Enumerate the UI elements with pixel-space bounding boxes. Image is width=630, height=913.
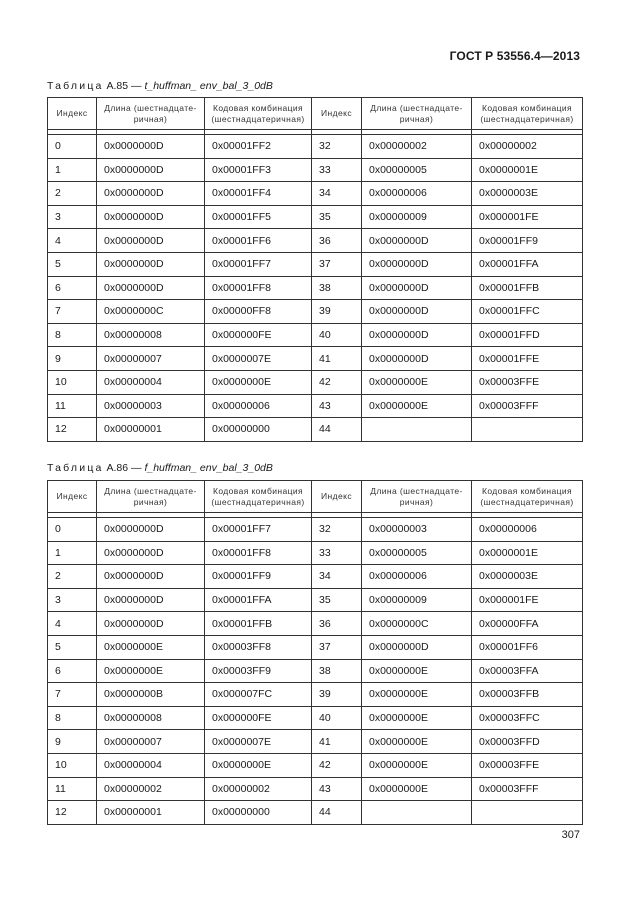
table-cell: 11 (48, 777, 97, 801)
table-cell: 0x00001FFB (472, 276, 583, 300)
table-cell: 0x00001FF6 (205, 229, 312, 253)
caption-prefix: Таблица (47, 80, 104, 92)
table-cell: 0x00001FF8 (205, 276, 312, 300)
table-cell: 0x00001FFA (205, 588, 312, 612)
table-cell (362, 801, 472, 825)
table-cell: 0x0000000D (97, 205, 205, 229)
table-cell: 0x00000003 (362, 518, 472, 542)
table-cell: 0x0000000D (97, 565, 205, 589)
table-header-row (48, 481, 583, 513)
table-row (48, 205, 583, 229)
table-cell: 0x0000000E (362, 394, 472, 418)
table-cell: 0x0000000D (362, 229, 472, 253)
table-cell: 0x0000000C (362, 612, 472, 636)
column-header: Кодовая комбинация (шестнадцатеричная) (472, 481, 583, 513)
table-cell: 34 (312, 565, 362, 589)
table-cell: 0x00001FF5 (205, 205, 312, 229)
table-cell: 0x00000002 (97, 777, 205, 801)
column-header: Кодовая комбинация (шестнадцатеричная) (205, 98, 312, 130)
caption-prefix: Таблица (47, 462, 104, 474)
table-row (48, 683, 583, 707)
table-row (48, 300, 583, 324)
table-cell: 0x00001FF9 (205, 565, 312, 589)
table-cell: 0x0000003E (472, 182, 583, 206)
table-cell: 0x00000005 (362, 158, 472, 182)
column-header: Индекс (48, 481, 97, 513)
table-cell: 36 (312, 229, 362, 253)
table-cell: 0x00000006 (362, 565, 472, 589)
table-cell: 33 (312, 541, 362, 565)
column-header: Индекс (312, 98, 362, 130)
table-row (48, 252, 583, 276)
document-standard-number: ГОСТ Р 53556.4—2013 (449, 49, 580, 63)
table-cell: 0x0000000D (362, 347, 472, 371)
table-cell: 0x0000001E (472, 541, 583, 565)
table-row (48, 323, 583, 347)
column-header: Кодовая комбинация (шестнадцатеричная) (205, 481, 312, 513)
table-cell: 0x00003FF8 (205, 635, 312, 659)
table-cell: 0x0000000E (362, 370, 472, 394)
table-row (48, 565, 583, 589)
table-cell: 0x0000000C (97, 300, 205, 324)
caption-number: А.85 — (106, 80, 142, 92)
table-cell: 12 (48, 418, 97, 442)
table-cell: 0x00000008 (97, 323, 205, 347)
table-cell: 38 (312, 659, 362, 683)
table-row (48, 730, 583, 754)
table-row (48, 370, 583, 394)
table-cell: 0x0000000E (97, 659, 205, 683)
table-cell: 44 (312, 801, 362, 825)
table-row (48, 518, 583, 542)
table-cell: 0x0000000D (362, 635, 472, 659)
table-cell: 6 (48, 276, 97, 300)
table-row (48, 706, 583, 730)
table-cell: 41 (312, 347, 362, 371)
table-cell: 0x00001FFC (472, 300, 583, 324)
table-cell: 0x00003FFE (472, 370, 583, 394)
table-cell: 0x00000007 (97, 347, 205, 371)
table-cell: 0x00000002 (205, 777, 312, 801)
table-cell: 0x0000000E (205, 370, 312, 394)
table-cell: 0x0000000D (97, 612, 205, 636)
table-cell: 0x00003FFC (472, 706, 583, 730)
column-header: Длина (шестнадцате-ричная) (97, 98, 205, 130)
table-cell: 0x00000006 (362, 182, 472, 206)
table-cell: 0x0000000E (362, 659, 472, 683)
table-cell: 0x0000000D (97, 182, 205, 206)
table-cell: 1 (48, 541, 97, 565)
table-cell: 43 (312, 394, 362, 418)
column-header: Длина (шестнадцате-ричная) (97, 481, 205, 513)
table-row (48, 418, 583, 442)
page-number: 307 (561, 829, 580, 841)
table-cell: 0x0000000E (362, 777, 472, 801)
table-cell: 44 (312, 418, 362, 442)
table-cell: 4 (48, 612, 97, 636)
table-cell: 7 (48, 683, 97, 707)
table-cell: 8 (48, 323, 97, 347)
table-cell (362, 418, 472, 442)
table-row (48, 541, 583, 565)
table-cell: 0x0000000E (362, 706, 472, 730)
table-row (48, 158, 583, 182)
table-cell: 0x0000001E (472, 158, 583, 182)
table-cell: 0x0000000E (97, 635, 205, 659)
table-row (48, 612, 583, 636)
column-header: Длина (шестнадцате-ричная) (362, 481, 472, 513)
table-cell: 0x0000000D (362, 276, 472, 300)
table-cell (472, 801, 583, 825)
table-cell: 0x00000009 (362, 205, 472, 229)
table-cell: 0x0000000B (97, 683, 205, 707)
table-cell: 12 (48, 801, 97, 825)
table-cell: 0x00001FF3 (205, 158, 312, 182)
table-cell: 0x00001FFD (472, 323, 583, 347)
table-cell (472, 418, 583, 442)
table-cell: 0x0000000D (97, 518, 205, 542)
table-cell: 2 (48, 182, 97, 206)
huffman-table (47, 97, 583, 442)
table-cell: 5 (48, 252, 97, 276)
table-cell: 0x00001FF8 (205, 541, 312, 565)
table-row (48, 394, 583, 418)
table-cell: 0x00001FFA (472, 252, 583, 276)
table-cell: 0x00000001 (97, 418, 205, 442)
table-cell: 0x0000000D (97, 276, 205, 300)
table-cell: 0x000000FE (205, 706, 312, 730)
table-cell: 42 (312, 753, 362, 777)
caption-number: А.86 — (106, 462, 142, 474)
table-cell: 0x0000000D (97, 541, 205, 565)
table-cell: 0x00001FF7 (205, 252, 312, 276)
table-cell: 4 (48, 229, 97, 253)
table-cell: 0x0000003E (472, 565, 583, 589)
table-cell: 0x0000000E (205, 753, 312, 777)
table-row (48, 801, 583, 825)
table-cell: 0x00000003 (97, 394, 205, 418)
table-cell: 35 (312, 588, 362, 612)
table-cell: 0x00000006 (472, 518, 583, 542)
table-cell: 0x00001FFB (205, 612, 312, 636)
table-cell: 35 (312, 205, 362, 229)
table-caption (47, 80, 273, 92)
table-cell: 0x00003FFB (472, 683, 583, 707)
table-cell: 39 (312, 300, 362, 324)
table-cell: 0x00000001 (97, 801, 205, 825)
table-cell: 32 (312, 135, 362, 159)
table-cell: 38 (312, 276, 362, 300)
table-header-row (48, 98, 583, 130)
table-cell: 5 (48, 635, 97, 659)
table-cell: 0x00003FFF (472, 394, 583, 418)
table-cell: 0x00000004 (97, 753, 205, 777)
table-cell: 0x00000FF8 (205, 300, 312, 324)
table-cell: 32 (312, 518, 362, 542)
table-cell: 0x0000000D (97, 135, 205, 159)
table-cell: 3 (48, 588, 97, 612)
table-cell: 0x00001FF6 (472, 635, 583, 659)
table-row (48, 347, 583, 371)
huffman-table (47, 480, 583, 825)
table-row (48, 229, 583, 253)
table-row (48, 588, 583, 612)
table-cell: 0x00000FFA (472, 612, 583, 636)
table-cell: 0x000000FE (205, 323, 312, 347)
table-row (48, 777, 583, 801)
table-cell: 0x00000000 (205, 801, 312, 825)
table-row (48, 135, 583, 159)
column-header: Индекс (312, 481, 362, 513)
table-cell: 40 (312, 706, 362, 730)
table-cell: 0x0000000D (362, 323, 472, 347)
table-cell: 37 (312, 252, 362, 276)
table-cell: 0x0000007E (205, 730, 312, 754)
table-cell: 10 (48, 370, 97, 394)
table-cell: 0x000001FE (472, 205, 583, 229)
table-cell: 37 (312, 635, 362, 659)
table-cell: 0x00001FF9 (472, 229, 583, 253)
table-cell: 0x00001FF2 (205, 135, 312, 159)
table-cell: 43 (312, 777, 362, 801)
table-cell: 0x00000002 (362, 135, 472, 159)
table-row (48, 659, 583, 683)
table-caption (47, 462, 273, 474)
table-cell: 2 (48, 565, 97, 589)
table-cell: 10 (48, 753, 97, 777)
table-cell: 9 (48, 347, 97, 371)
table-cell: 0x00003FFE (472, 753, 583, 777)
table-row (48, 276, 583, 300)
table-cell: 0 (48, 518, 97, 542)
table-cell: 9 (48, 730, 97, 754)
column-header: Длина (шестнадцате-ричная) (362, 98, 472, 130)
column-header: Индекс (48, 98, 97, 130)
table-cell: 3 (48, 205, 97, 229)
table-cell: 0 (48, 135, 97, 159)
table-row (48, 182, 583, 206)
table-cell: 0x0000000D (97, 229, 205, 253)
table-cell: 11 (48, 394, 97, 418)
table-cell: 39 (312, 683, 362, 707)
table-cell: 6 (48, 659, 97, 683)
table-cell: 0x00003FF9 (205, 659, 312, 683)
table-cell: 0x00000008 (97, 706, 205, 730)
caption-name: f_huffman_ env_bal_3_0dB (144, 462, 273, 474)
table-row (48, 635, 583, 659)
table-cell: 0x0000000D (97, 588, 205, 612)
table-cell: 0x00001FF7 (205, 518, 312, 542)
table-cell: 8 (48, 706, 97, 730)
table-cell: 0x00000009 (362, 588, 472, 612)
column-header: Кодовая комбинация (шестнадцатеричная) (472, 98, 583, 130)
table-cell: 0x0000000E (362, 683, 472, 707)
table-row (48, 753, 583, 777)
table-cell: 34 (312, 182, 362, 206)
table-cell: 0x0000000D (362, 252, 472, 276)
table-cell: 0x000007FC (205, 683, 312, 707)
table-cell: 42 (312, 370, 362, 394)
table-cell: 0x0000000D (97, 252, 205, 276)
table-cell: 0x0000000E (362, 730, 472, 754)
table-cell: 0x0000000D (362, 300, 472, 324)
table-cell: 0x00001FF4 (205, 182, 312, 206)
table-cell: 0x00003FFF (472, 777, 583, 801)
table-cell: 7 (48, 300, 97, 324)
table-cell: 0x0000000D (97, 158, 205, 182)
table-cell: 0x00003FFD (472, 730, 583, 754)
table-cell: 0x00000005 (362, 541, 472, 565)
table-cell: 0x0000007E (205, 347, 312, 371)
table-cell: 33 (312, 158, 362, 182)
table-cell: 41 (312, 730, 362, 754)
table-cell: 0x00001FFE (472, 347, 583, 371)
table-cell: 0x00000000 (205, 418, 312, 442)
table-cell: 0x00000007 (97, 730, 205, 754)
table-cell: 36 (312, 612, 362, 636)
table-cell: 40 (312, 323, 362, 347)
table-cell: 1 (48, 158, 97, 182)
table-cell: 0x00000002 (472, 135, 583, 159)
table-cell: 0x00000006 (205, 394, 312, 418)
table-cell: 0x0000000E (362, 753, 472, 777)
caption-name: t_huffman_ env_bal_3_0dB (144, 80, 273, 92)
table-cell: 0x00003FFA (472, 659, 583, 683)
table-cell: 0x000001FE (472, 588, 583, 612)
table-cell: 0x00000004 (97, 370, 205, 394)
